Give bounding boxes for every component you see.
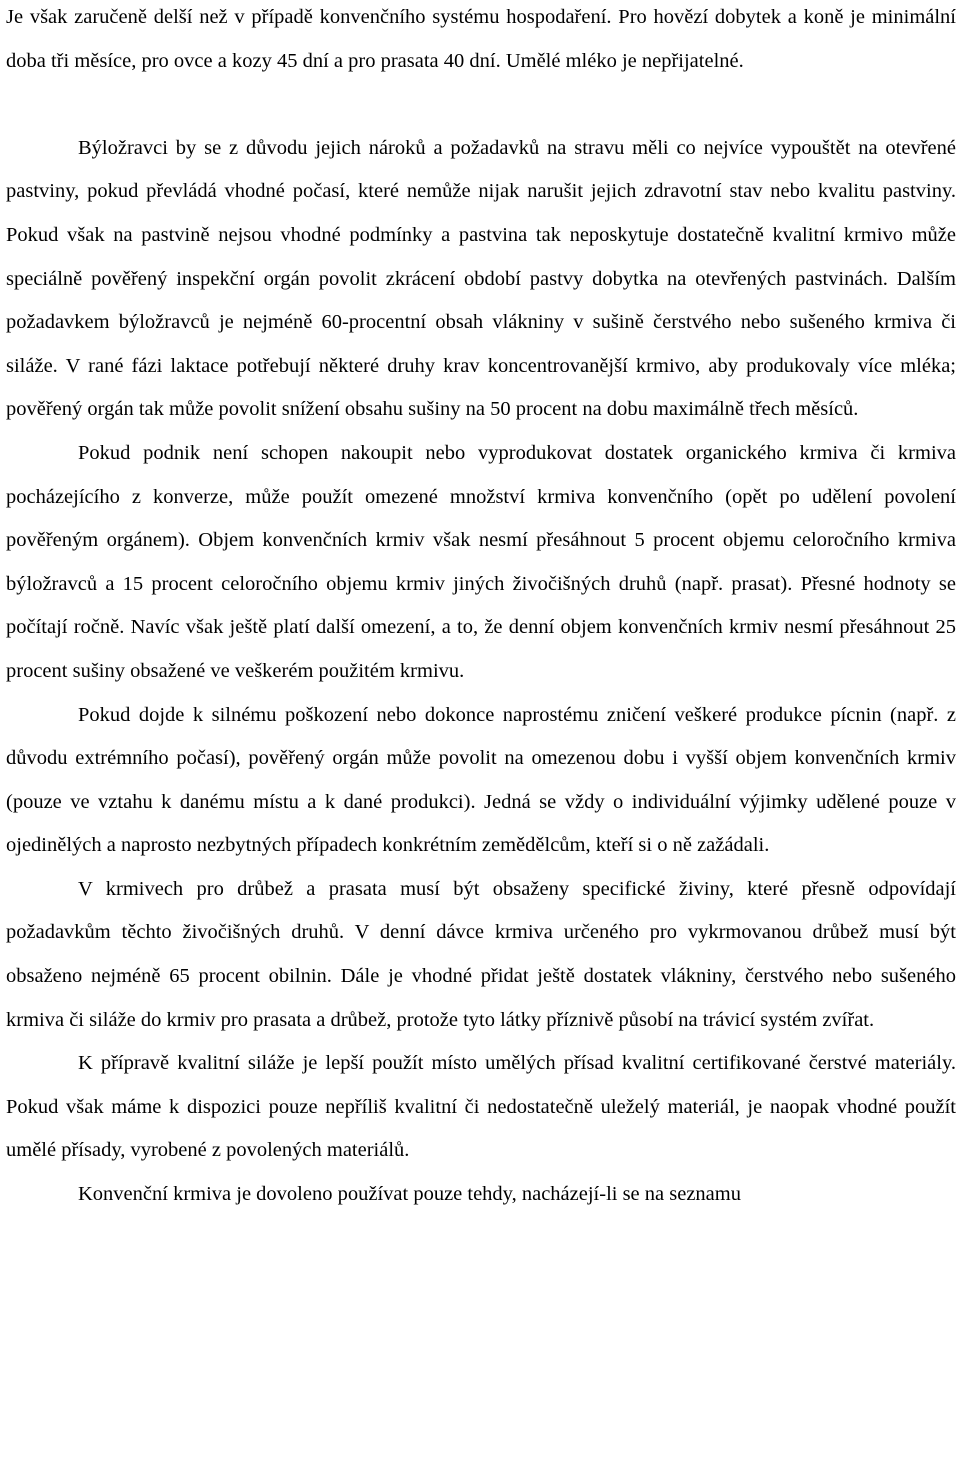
paragraph-herbivores-pasture: Býložravci by se z důvodu jejich nároků a požadavků na stravu měli co nejvíce vypouštět na otevřené pastviny, pokud převládá vhodné počasí, které nemůže nijak narušit jejich zdravotní stav nebo kvalitu pastviny. Pokud však na pastvině nejsou vhodné podmínky a pastvina tak neposkytuje dostatečně kvalitní krmivo může speciálně pověřený inspekční orgán povolit zkrácení období pastvy dobytka na otevřených pastvinách. Dalším požadavkem býložravců je nejméně 60-procentní obsah vlákniny v sušině čerstvého nebo sušeného krmiva či siláže. V rané fázi laktace potřebují některé druhy krav koncentrovanější krmivo, aby produkovaly více mléka; pověřený orgán tak může povolit snížení obsahu sušiny na 50 procent na dobu maximálně třech měsíců.: [6, 136, 956, 421]
paragraph-forage-damage: Pokud dojde k silnému poškození nebo dokonce naprostému zničení veškeré produkce pícnin (např. z důvodu extrémního počasí), pověřený orgán může povolit na omezenou dobu i vyšší objem konvenčních krmiv (pouze ve vztahu k danému místu a k dané produkci). Jedná se vždy o individuální výjimky udělené pouze v ojedinělých a naprosto nezbytných případech konkrétním zemědělcům, kteří si o ně zažádali.: [6, 703, 956, 857]
paragraph-conventional-feed: Pokud podnik není schopen nakoupit nebo vyprodukovat dostatek organického krmiva či krmiva pocházejícího z konverze, může použít omezené množství krmiva konvenčního (opět po udělení povolení pověřeným orgánem). Objem konvenčních krmiv však nesmí přesáhnout 5 procent objemu celoročního krmiva býložravců a 15 procent celoročního objemu krmiv jiných živočišných druhů (např. prasat). Přesné hodnoty se počítají ročně. Navíc však ještě platí další omezení, a to, že denní objem konvenčních krmiv nesmí přesáhnout 25 procent sušiny obsažené ve veškerém použitém krmivu.: [6, 441, 956, 682]
paragraph-silage: K přípravě kvalitní siláže je lepší použít místo umělých přísad kvalitní certifikované čerstvé materiály. Pokud však máme k dispozici pouze nepříliš kvalitní či nedostatečně uleželý materiál, je naopak vhodné použít umělé přísady, vyrobené z povolených materiálů.: [6, 1052, 956, 1162]
document-page: [6, 0, 956, 1460]
paragraph-poultry-pigs: V krmivech pro drůbež a prasata musí být obsaženy specifické živiny, které přesně odpovídají požadavkům těchto živočišných druhů. V denní dávce krmiva určeného pro vykrmovanou drůbež musí být obsaženo nejméně 65 procent obilnin. Dále je vhodné přidat ještě dostatek vlákniny, čerstvého nebo sušeného krmiva či siláže do krmiv pro prasata a drůbež, protože tyto látky příznivě působí na trávicí systém zvířat.: [6, 877, 956, 1031]
paragraph-conventional-list: Konvenční krmiva je dovoleno používat pouze tehdy, nacházejí-li se na seznamu: [78, 1183, 741, 1206]
paragraph-continuation: Je však zaručeně delší než v případě konvenčního systému hospodaření. Pro hovězí dobytek a koně je minimální doba tři měsíce, pro ovce a kozy 45 dní a pro prasata 40 dní. Umělé mléko je nepřijatelné.: [6, 6, 956, 72]
